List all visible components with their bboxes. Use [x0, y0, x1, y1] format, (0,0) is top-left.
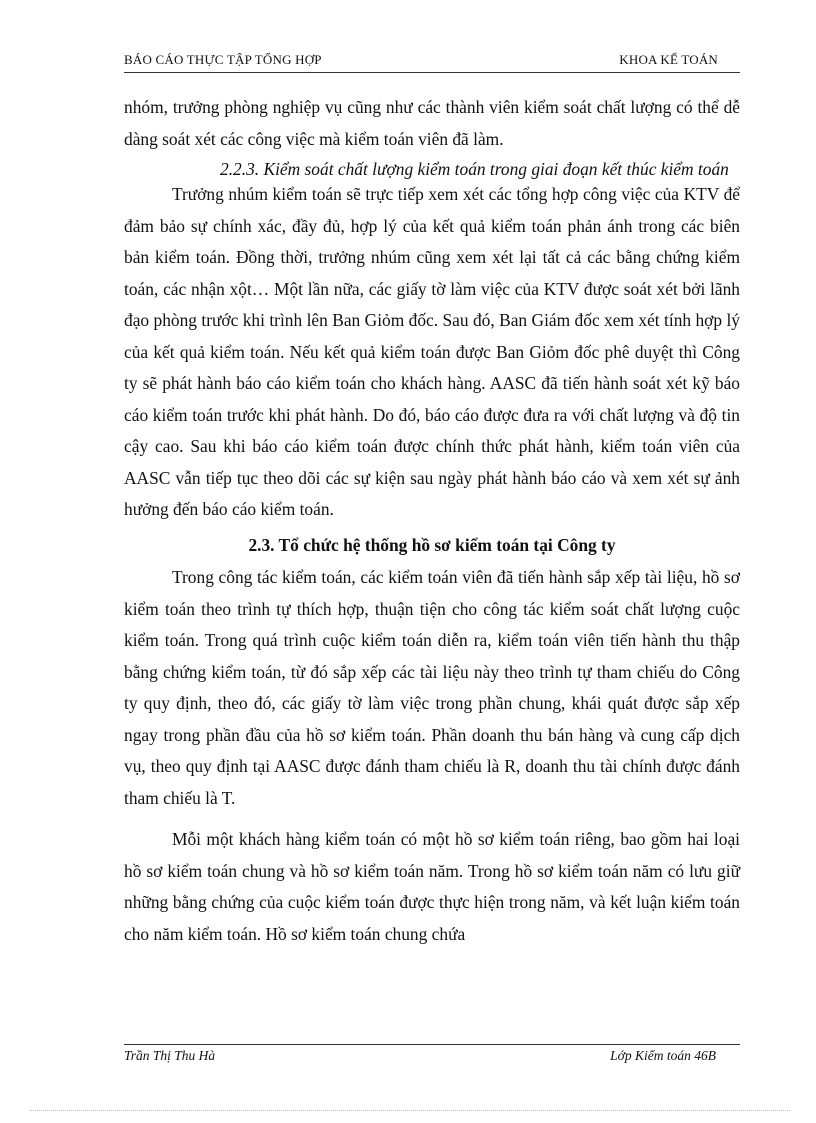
subheading-2-2-3: 2.2.3. Kiểm soát chất lượng kiểm toán trong giai đoạn kết thúc kiểm toán — [220, 159, 729, 179]
paragraph-3: Trong công tác kiểm toán, các kiểm toán viên đã tiến hành sắp xếp tài liệu, hồ sơ kiểm toán theo trình tự thích hợp, thuận tiện cho công tác kiểm soát chất lượng cuộc kiểm toán. Trong quá trình cuộc kiểm toán diễn ra, kiểm toán viên tiến hành thu thập bằng chứng kiểm toán, từ đó sắp xếp các tài liệu này theo trình tự tham chiếu do Công ty quy định, theo đó, các giấy tờ làm việc trong phần chung, khái quát được sắp xếp ngay trong phần đầu của hồ sơ kiểm toán. Phần doanh thu bán hàng và cung cấp dịch vụ, theo quy định tại AASC được đánh tham chiếu là R, doanh thu tài chính được đánh tham chiếu là T. — [124, 567, 740, 808]
footer-author: Trần Thị Thu Hà — [124, 1048, 216, 1063]
page-body — [124, 92, 740, 950]
paragraph-1: nhóm, trưởng phòng nghiệp vụ cũng như các thành viên kiểm soát chất lượng có thể dễ dàng soát xét các công việc mà kiểm toán viên đã làm. — [124, 97, 740, 149]
page-bottom-divider — [30, 1110, 790, 1111]
page-footer — [124, 1044, 740, 1067]
footer-class: Lớp Kiểm toán 46B — [610, 1048, 716, 1063]
paragraph-4: Mỗi một khách hàng kiểm toán có một hồ sơ kiểm toán riêng, bao gồm hai loại hồ sơ kiểm toán chung và hồ sơ kiểm toán năm. Trong hồ sơ kiểm toán năm có lưu giữ những bằng chứng của cuộc kiểm toán được thực hiện trong năm, và kết luận kiểm toán cho năm kiểm toán. Hồ sơ kiểm toán chung chứa — [124, 829, 740, 944]
paragraph-2: Trưởng nhúm kiểm toán sẽ trực tiếp xem xét các tổng hợp công việc của KTV để đảm bảo sự chính xác, đầy đủ, hợp lý của kết quả kiểm toán phản ánh trong các biên bản kiểm toán. Đồng thời, trưởng nhúm cũng xem xét lại tất cả các bằng chứng kiểm toán, các nhận xột… Một lần nữa, các giấy tờ làm việc của KTV được soát xét bởi lãnh đạo phòng trước khi trình lên Ban Giỏm đốc. Sau đó, Ban Giám đốc xem xét tính hợp lý của kết quả kiểm toán. Nếu kết quả kiểm toán được Ban Giỏm đốc phê duyệt thì Công ty sẽ phát hành báo cáo kiểm toán cho khách hàng. AASC đã tiến hành soát xét kỹ báo cáo kiểm toán trước khi phát hành. Do đó, báo cáo được đưa ra với chất lượng và độ tin cậy cao. Sau khi báo cáo kiểm toán được chính thức phát hành, kiểm toán viên của AASC vẫn tiếp tục theo dõi các sự kiện sau ngày phát hành báo cáo và xem xét sự ảnh hưởng đến báo cáo kiểm toán. — [124, 184, 740, 519]
section-title-2-3: 2.3. Tổ chức hệ thống hồ sơ kiểm toán tại Công ty — [248, 534, 616, 555]
page-header — [124, 52, 740, 73]
header-report-title: BÁO CÁO THỰC TẬP TỔNG HỢP — [124, 52, 322, 67]
header-faculty: KHOA KẾ TOÁN — [619, 52, 718, 67]
